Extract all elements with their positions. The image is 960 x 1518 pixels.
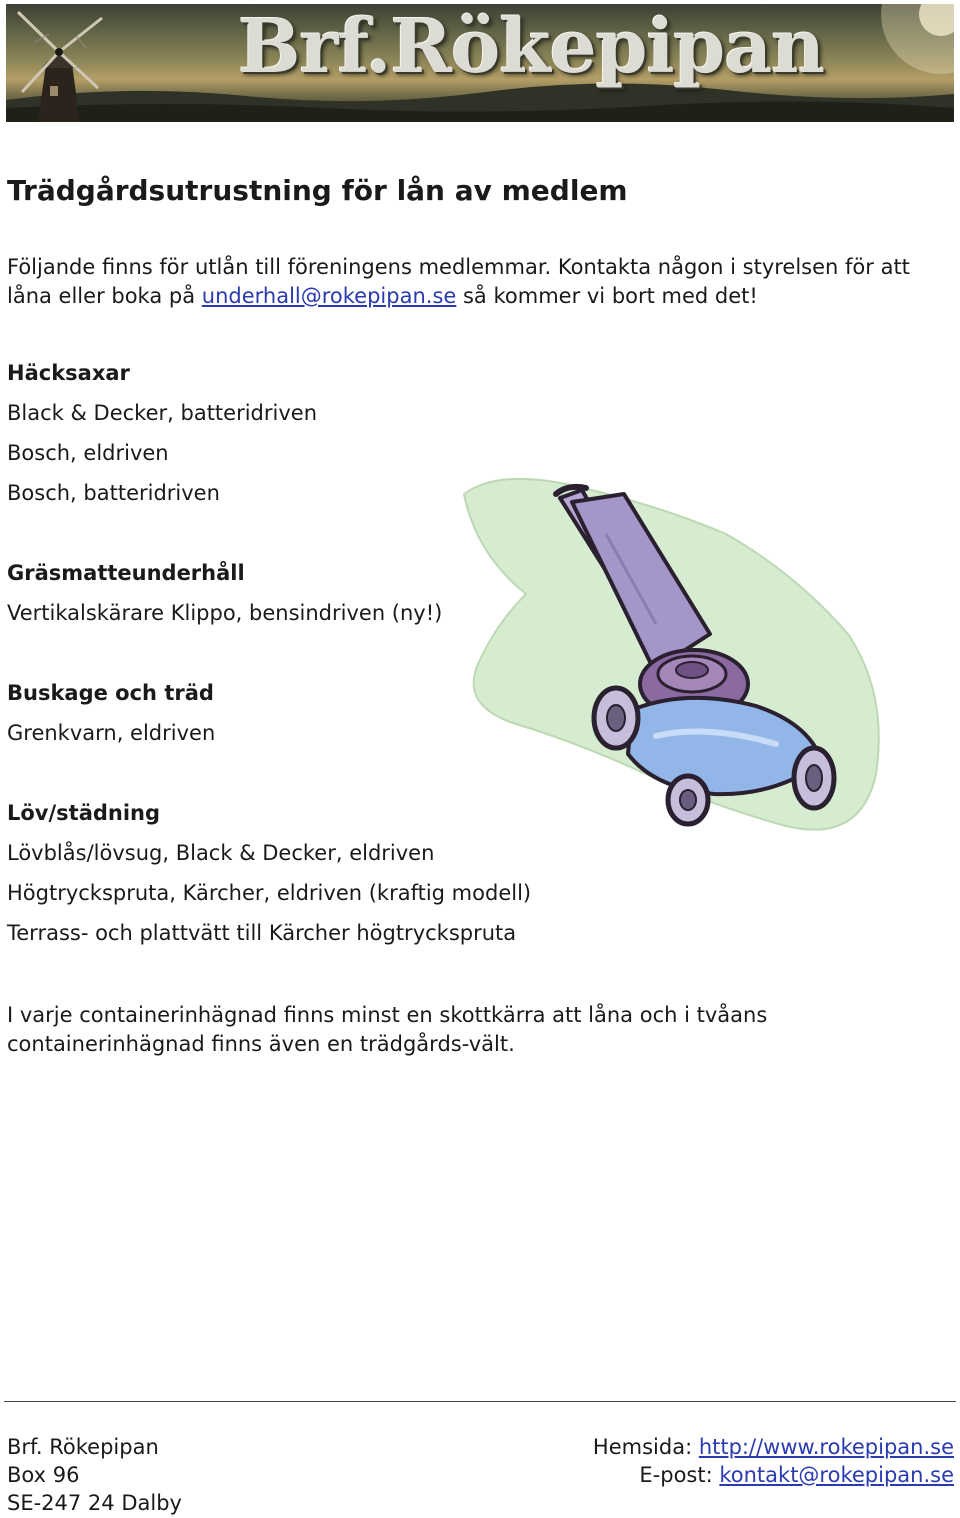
list-item: Grenkvarn, eldriven	[7, 721, 216, 745]
wheel-icon	[594, 688, 638, 748]
list-item: Vertikalskärare Klippo, bensindriven (ny!)	[7, 601, 443, 625]
section-heading-hacksaxar: Häcksaxar	[7, 361, 130, 385]
footer-homepage	[593, 1433, 954, 1461]
header-banner	[6, 4, 954, 122]
footer-divider	[4, 1401, 956, 1402]
contact-email-link[interactable]: kontakt@rokepipan.se	[719, 1463, 954, 1487]
footer-org-name: Brf. Rökepipan	[7, 1435, 159, 1459]
closing-paragraph: I varje containerinhägnad finns minst en skottkärra att låna och i tvåans containerinhägnad finns även en trädgårds-vält.	[7, 1003, 768, 1056]
section-heading-grasmatteunderhall: Gräsmatteunderhåll	[7, 561, 245, 585]
homepage-label: Hemsida:	[592, 1435, 699, 1459]
footer-postal: SE-247 24 Dalby	[7, 1491, 182, 1515]
section-heading-lov-stadning: Löv/städning	[7, 801, 161, 825]
email-label: E-post:	[639, 1463, 720, 1487]
intro-text: Följande finns för utlån till föreningens medlemmar. Kontakta någon i styrelsen för att låna eller boka på	[7, 255, 910, 308]
wheel-icon	[794, 748, 834, 808]
intro-paragraph	[7, 253, 937, 311]
list-item: Högtryckspruta, Kärcher, eldriven (kraftig modell)	[7, 881, 532, 905]
banner-title: Brf.Rökepipan	[238, 4, 825, 90]
underhall-email-link[interactable]: underhall@rokepipan.se	[201, 284, 457, 308]
list-item: Bosch, eldriven	[7, 441, 169, 465]
footer-email	[639, 1461, 954, 1489]
list-item: Black & Decker, batteridriven	[7, 401, 318, 425]
homepage-link[interactable]: http://www.rokepipan.se	[698, 1435, 954, 1459]
section-heading-buskage: Buskage och träd	[7, 681, 214, 705]
wheel-icon	[668, 776, 708, 824]
list-item: Bosch, batteridriven	[7, 481, 220, 505]
footer-box: Box 96	[7, 1463, 80, 1487]
page-title: Trädgårdsutrustning för lån av medlem	[7, 174, 628, 207]
lawn-mower-illustration	[456, 474, 884, 854]
list-item: Lövblås/lövsug, Black & Decker, eldriven	[7, 841, 435, 865]
list-item: Terrass- och plattvätt till Kärcher högtryckspruta	[7, 921, 517, 945]
intro-text-end: så kommer vi bort med det!	[456, 284, 758, 308]
